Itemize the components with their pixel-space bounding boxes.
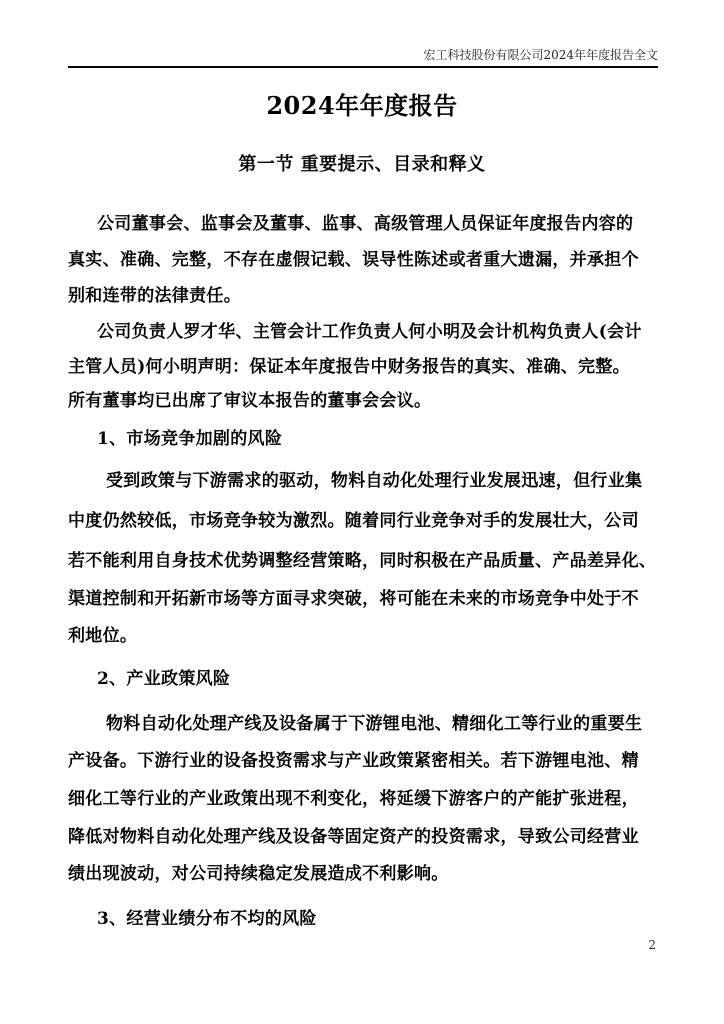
paragraph-line: 所有董事均已出席了审议本报告的董事会会议。 [68,391,432,411]
paragraph-line: 中度仍然较低，市场竞争较为激烈。随着同行业竞争对手的发展壮大，公司 [68,511,639,531]
report-title: 2024年年度报告 [266,91,458,120]
risk-heading: 3、经营业绩分布不均的风险 [97,909,317,929]
risk-heading: 2、产业政策风险 [97,669,231,689]
paragraph-line: 别和连带的法律责任。 [68,286,241,306]
paragraph-line: 公司董事会、监事会及董事、监事、高级管理人员保证年度报告内容的 [97,214,634,234]
risk-heading: 1、市场竞争加剧的风险 [97,429,283,449]
paragraph-line: 受到政策与下游需求的驱动，物料自动化处理行业发展迅速，但行业集 [106,471,643,491]
paragraph-line: 绩出现波动，对公司持续稳定发展造成不利影响。 [68,864,449,884]
paragraph-line: 渠道控制和开拓新市场等方面寻求突破，将可能在未来的市场竞争中处于不 [68,589,639,609]
paragraph-line: 降低对物料自动化处理产线及设备等固定资产的投资需求，导致公司经营业 [68,827,639,847]
paragraph-line: 主管人员)何小明声明：保证本年度报告中财务报告的真实、准确、完整。 [68,357,630,377]
paragraph-line: 物料自动化处理产线及设备属于下游锂电池、精细化工等行业的重要生 [106,714,643,734]
paragraph-line: 细化工等行业的产业政策出现不利变化，将延缓下游客户的产能扩张进程， [68,789,639,809]
paragraph-line: 若不能利用自身技术优势调整经营策略，同时积极在产品质量、产品差异化、 [68,551,657,571]
paragraph-line: 利地位。 [68,626,138,646]
page-number: 2 [648,938,656,952]
header-divider [68,66,658,68]
section-heading: 第一节 重要提示、目录和释义 [238,154,486,175]
running-header: 宏工科技股份有限公司2024年年度报告全文 [423,48,658,62]
paragraph-line: 公司负责人罗才华、主管会计工作负责人何小明及会计机构负责人(会计 [97,322,642,342]
paragraph-line: 真实、准确、完整，不存在虚假记载、误导性陈述或者重大遗漏，并承担个 [68,250,639,270]
paragraph-line: 产设备。下游行业的设备投资需求与产业政策紧密相关。若下游锂电池、精 [68,751,639,771]
